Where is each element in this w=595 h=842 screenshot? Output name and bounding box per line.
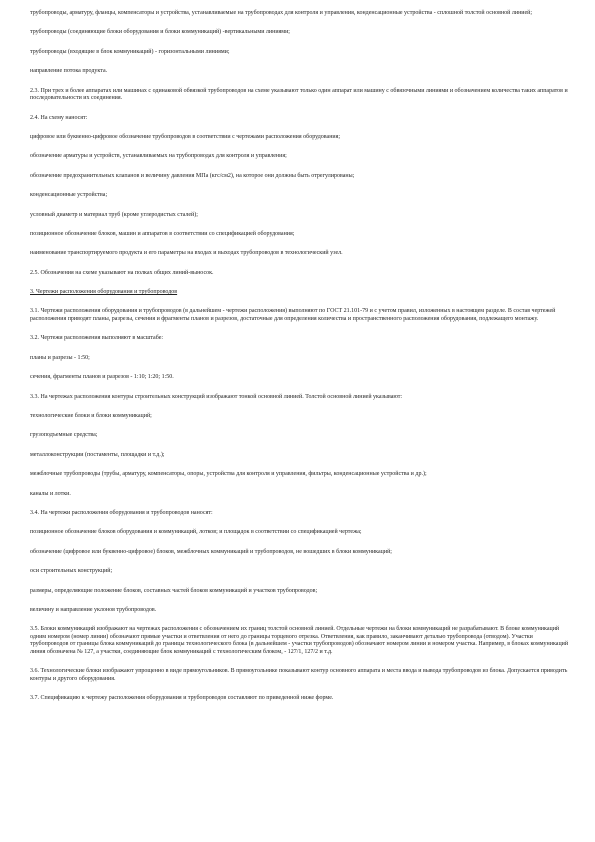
paragraph: грузоподъемные средства; [30,432,98,439]
paragraph: 3.1. Чертежи расположения оборудования и трубопроводов (в дальнейшем - чертежи расположения) выполняют по ГОСТ 21.101-79 и с учетом правил, изложенных в настоящем разделе. В состав чертежей расположения приводят планы, разрезы, сечения и фрагменты планов и разрезов, достаточные для определения количества и пространственного расположения оборудования, подлежащего монтажу. [30,308,556,323]
paragraph: трубопроводы (соединяющие блоки оборудования и блоки коммуникаций) -вертикальными линиями; [30,29,290,36]
paragraph: условный диаметр и материал труб (кроме углеродистых сталей); [30,211,198,218]
paragraph: размеры, определяющие положение блоков, составных частей блоков коммуникаций и участков трубопроводов; [30,587,318,594]
paragraph: 2.3. При трех и более аппаратах или машинах с одинаковой обвязкой трубопроводов на схеме указывают только один аппарат или машину с обвязочными линиями и обозначением количества таких аппаратов и последовательности их соединения. [30,87,568,102]
paragraph: 3.5. Блоки коммуникаций изображают на чертежах расположения с обозначением их границ толстой основной линией. Отдельные чертежи на блоки коммуникаций не разрабатывают. В блоке коммуникаций одним номером (номер линии) обозначают прямые участки и ответвления от него до границы торцевого отрезка. Ответвления, как правило, заканчивают деталью трубопровода (отводом). Участки трубопроводов от границы блока коммуникаций до границы технологического блока (в дальнейшем - участки трубопроводов) обозначают номером линии и номером участка. Например, в блоках коммуникаций линия обозначена № 127, а участки, соединяющие блок коммуникаций с технологическим блоком, - 127/1, 127/2 и т.д. [30,626,569,656]
paragraph: направление потока продукта. [30,68,108,75]
paragraph: 2.5. Обозначения на схеме указывают на полках общих линий-выносок. [30,269,214,276]
paragraph: 2.4. На схему наносят: [30,114,88,121]
paragraph: оси строительных конструкций; [30,568,113,575]
paragraph: цифровое или буквенно-цифровое обозначение трубопроводов в соответствии с чертежами расположения оборудования; [30,133,341,140]
section-heading: 3. Чертежи расположения оборудования и трубопроводов [30,289,178,296]
paragraph: межблочные трубопроводы (трубы, арматуру, компенсаторы, опоры, устройства для контроля и управления, фильтры, конденсационные устройства и др.); [30,471,427,478]
paragraph: 3.2. Чертежи расположения выполняют в масштабе: [30,335,164,342]
paragraph: каналы и лотки. [30,490,71,497]
paragraph: 3.7. Спецификацию к чертежу расположения оборудования и трубопроводов составляют по приведенной ниже форме. [30,695,334,702]
paragraph: обозначение предохранительных клапанов и величину давления МПа (кгс/см2), на которое они должны быть отрегулированы; [30,172,355,179]
paragraph: технологические блоки и блоки коммуникаций; [30,413,152,419]
paragraph: обозначение арматуры и устройств, устанавливаемых на трубопроводах для контроля и управления; [30,153,287,160]
paragraph: позиционное обозначение блоков, машин и аппаратов в соответствии со спецификацией оборудования; [30,230,295,237]
paragraph: величину и направление уклонов трубопроводов. [30,606,157,613]
paragraph: сечения, фрагменты планов и разрезов - 1:10; 1:20; 1:50. [30,374,174,381]
paragraph: наименование транспортируемого продукта и его параметры на входах и выходах трубопроводов в технологический узел. [30,250,343,257]
paragraph: трубопроводы, арматуру, фланцы, компенсаторы и устройства, устанавливаемые на трубопроводах для контроля и управления, конденсационные устройства - сплошной толстой основной линией; [30,10,533,16]
paragraph: металлоконструкции (постаменты, площадки и т.д.); [30,451,165,458]
document-page [30,10,570,715]
paragraph: позиционное обозначение блоков оборудования и коммуникаций, лотков; и площадок в соответствии со спецификацией чертежа; [30,529,362,536]
paragraph: 3.3. На чертежах расположения контуры строительных конструкций изображают тонкой основной линией. Толстой основной линией указывают: [30,393,403,400]
paragraph: трубопроводы (входящие в блок коммуникаций) - горизонтальными линиями; [30,48,230,55]
paragraph: планы и разрезы - 1:50; [30,354,90,361]
paragraph: конденсационные устройства; [30,192,108,199]
paragraph: 3.6. Технологические блоки изображают упрощенно в виде прямоугольников. В прямоугольнике показывают контур основного аппарата и места ввода и вывода трубопроводов из блока. Допускается приводить контуры и другого оборудования. [30,668,568,683]
paragraph: 3.4. На чертежи расположения оборудования и трубопроводов наносят: [30,509,213,516]
paragraph: обозначение (цифровое или буквенно-цифровое) блоков, межблочных коммуникаций и трубопроводов, не вошедших в блоки коммуникаций; [30,548,392,555]
